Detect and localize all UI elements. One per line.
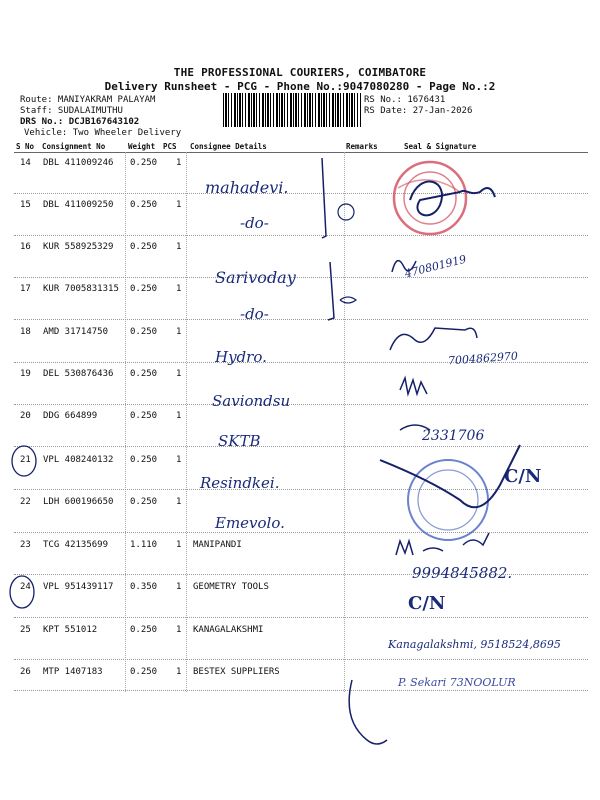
signature-scribble: [400, 378, 427, 394]
handwritten-consignee: Sarivoday: [215, 268, 296, 287]
row-weight: 0.250: [130, 284, 158, 294]
row-sno: 16: [20, 242, 31, 252]
row-pcs: 1: [176, 411, 182, 421]
handwritten-consignee: SKTB: [218, 432, 261, 450]
row-pcs: 1: [176, 327, 182, 337]
handwritten-phone: 7004862970: [447, 349, 519, 368]
row-pcs: 1: [176, 497, 182, 507]
col-consignment: Consignment No: [42, 142, 106, 151]
vehicle-label: Vehicle: Two Wheeler Delivery: [24, 128, 182, 138]
bracket-mark: [322, 158, 326, 238]
row-pcs: 1: [176, 200, 182, 210]
company-title: THE PROFESSIONAL COURIERS, COIMBATORE: [173, 66, 427, 79]
drs-number: DRS No.: DCJB167643102: [20, 117, 140, 127]
row-sno: 25: [20, 625, 31, 635]
row-consignment: TCG 42135699: [43, 540, 109, 550]
row-weight: 0.350: [130, 582, 158, 592]
handwritten-consignee: -do-: [240, 305, 269, 323]
handwritten-consignee: Saviondsu: [212, 392, 291, 410]
row-sno: 21: [20, 455, 31, 465]
row-pcs: 1: [176, 455, 182, 465]
row-weight: 0.250: [130, 369, 158, 379]
handwritten-phone: 9994845882.: [412, 564, 513, 582]
row-weight: 0.250: [130, 667, 158, 677]
row-consignment: DBL 411009250: [43, 200, 114, 210]
row-sno: 22: [20, 497, 31, 507]
row-sno: 20: [20, 411, 31, 421]
staff-label: Staff: SUDALAIMUTHU: [20, 106, 123, 116]
row-consignment: LDH 600196650: [43, 497, 114, 507]
handwritten-consignee: -do-: [240, 214, 269, 232]
bracket-loop: [338, 204, 354, 220]
row-sno: 17: [20, 284, 31, 294]
row-pcs: 1: [176, 582, 182, 592]
row-consignee: BESTEX SUPPLIERS: [193, 667, 280, 677]
rs-date: RS Date: 27-Jan-2026: [364, 106, 473, 116]
handwritten-signature: Kanagalakshmi, 9518524,8695: [388, 638, 561, 651]
row-weight: 0.250: [130, 411, 158, 421]
row-sno: 24: [20, 582, 31, 592]
row-sno: 19: [20, 369, 31, 379]
circled-row-marker: [10, 576, 34, 608]
signature-scribble: [392, 261, 416, 272]
row-sno: 23: [20, 540, 31, 550]
handwritten-phone: 470801919: [403, 252, 468, 281]
row-consignment: VPL 408240132: [43, 455, 114, 465]
row-consignment: VPL 951439117: [43, 582, 114, 592]
handwritten-consignee: mahadevi.: [205, 178, 289, 197]
rs-number: RS No.: 1676431: [364, 95, 446, 105]
row-pcs: 1: [176, 667, 182, 677]
col-weight: Weight: [128, 142, 156, 151]
row-weight: 0.250: [130, 158, 158, 168]
row-sno: 15: [20, 200, 31, 210]
handwritten-consignee: Hydro.: [215, 348, 267, 366]
row-weight: 0.250: [130, 200, 158, 210]
signature-scribble: [390, 328, 477, 350]
handwritten-phone: 2331706: [422, 428, 485, 444]
signature-scribble: [400, 425, 430, 430]
bracket-mark: [328, 262, 334, 320]
row-consignment: DBL 411009246: [43, 158, 114, 168]
col-remarks: Remarks: [346, 142, 378, 151]
row-consignee: GEOMETRY TOOLS: [193, 582, 269, 592]
row-consignment: DDG 664899: [43, 411, 98, 421]
row-sno: 26: [20, 667, 31, 677]
row-weight: 0.250: [130, 242, 158, 252]
row-pcs: 1: [176, 540, 182, 550]
col-sno: S No: [16, 142, 35, 151]
row-pcs: 1: [176, 158, 182, 168]
bottom-scribble: [349, 680, 387, 744]
row-weight: 0.250: [130, 625, 158, 635]
row-sno: 14: [20, 158, 31, 168]
row-consignment: AMD 31714750: [43, 327, 109, 337]
runsheet-subtitle: Delivery Runsheet - PCG - Phone No.:9047080280 - Page No.:2: [104, 80, 496, 93]
row-pcs: 1: [176, 284, 182, 294]
row-sno: 18: [20, 327, 31, 337]
col-consignee: Consignee Details: [190, 142, 267, 151]
handwritten-cn-note: C/N: [504, 466, 542, 487]
row-consignee: KANAGALAKSHMI: [193, 625, 264, 635]
row-pcs: 1: [176, 242, 182, 252]
row-weight: 0.250: [130, 455, 158, 465]
handwritten-consignee: Emevolo.: [215, 514, 285, 532]
handwritten-consignee: Resindkei.: [200, 474, 280, 492]
bracket-mark: [340, 297, 356, 303]
row-weight: 1.110: [130, 540, 158, 550]
col-seal: Seal & Signature: [404, 142, 477, 151]
handwritten-signature: P. Sekari 73NOOLUR: [398, 676, 516, 689]
row-consignment: MTP 1407183: [43, 667, 103, 677]
row-consignee: MANIPANDI: [193, 540, 242, 550]
row-weight: 0.250: [130, 327, 158, 337]
route-label: Route: MANIYAKRAM PALAYAM: [20, 95, 156, 105]
row-consignment: DEL 530876436: [43, 369, 114, 379]
signature-scribble: [396, 533, 489, 555]
row-pcs: 1: [176, 369, 182, 379]
circled-row-marker: [12, 446, 36, 476]
blue-seal-stamp: [380, 445, 520, 540]
row-consignment: KUR 558925329: [43, 242, 114, 252]
col-pcs: PCS: [163, 142, 177, 151]
row-pcs: 1: [176, 625, 182, 635]
row-weight: 0.250: [130, 497, 158, 507]
row-consignment: KUR 7005831315: [43, 284, 119, 294]
row-consignment: KPT 551012: [43, 625, 98, 635]
handwritten-cn-note: C/N: [408, 593, 446, 614]
